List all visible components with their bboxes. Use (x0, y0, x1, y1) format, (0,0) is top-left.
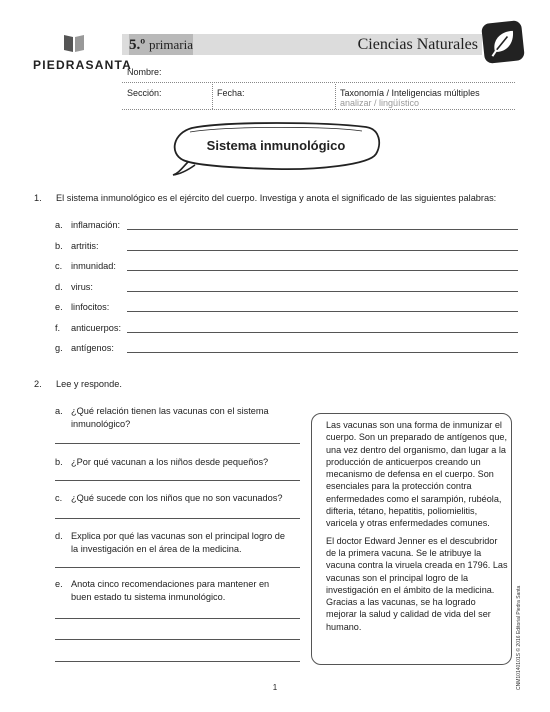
question-1-number: 1. (34, 193, 42, 203)
name-field-line[interactable] (122, 82, 515, 83)
q1-item-label: artritis: (71, 241, 99, 251)
leaf-icon (481, 20, 525, 64)
copyright-text: CNM10140101S © 2016 Editorial Piedra Santa (516, 585, 522, 690)
q1-item-letter: b. (55, 241, 63, 251)
q2-answer-line[interactable] (55, 518, 300, 519)
q2-item-text: ¿Qué sucede con los niños que no son vacunados? (71, 493, 283, 503)
q2-item-text: Explica por qué las vacunas son el principal logro de la investigación en el área de la medicina. (71, 531, 285, 554)
reading-paragraph: Las vacunas son una forma de inmunizar el cuerpo. Son un preparado de antígenos que, una vez dentro del organismo, dan lugar a la producción de anticuerpos creando un mecanismo de defensa en el cuerpo. Son esenciales para la protección contra enfermedades como el sarampión, rubéola, difteria, tétano, hepatitis, poliomielitis, varicela y otras enfermedades comunes. (326, 420, 508, 529)
q2-item-letter: d. (55, 531, 63, 541)
q2-answer-line[interactable] (55, 567, 300, 568)
q1-answer-line[interactable] (127, 270, 518, 271)
field-divider (212, 84, 213, 109)
question-2-number: 2. (34, 379, 42, 389)
q2-answer-line[interactable] (55, 443, 300, 444)
leaf-badge (481, 20, 525, 64)
q1-item-letter: d. (55, 282, 63, 292)
date-field-label: Fecha: (217, 88, 245, 98)
reading-text (326, 419, 508, 638)
q2-answer-line[interactable] (55, 661, 300, 662)
q1-item-label: virus: (71, 282, 93, 292)
q1-item-letter: e. (55, 302, 63, 312)
q2-item-letter: a. (55, 406, 63, 416)
page-title: Sistema inmunológico (206, 138, 346, 153)
name-field-label: Nombre: (127, 67, 162, 77)
q1-item-label: antígenos: (71, 343, 114, 353)
q1-answer-line[interactable] (127, 311, 518, 312)
q1-item-letter: f. (55, 323, 61, 333)
grade-word: primaria (148, 37, 193, 52)
q1-item-label: inmunidad: (71, 261, 116, 271)
q1-item-label: linfocitos: (71, 302, 110, 312)
q1-answer-line[interactable] (127, 229, 518, 230)
publisher-logo: PIEDRASANTA (33, 58, 132, 72)
subject-title: Ciencias Naturales (357, 36, 478, 53)
copyright-sidebar (516, 550, 528, 690)
q2-item-letter: e. (55, 579, 63, 589)
q1-answer-line[interactable] (127, 352, 518, 353)
question-2-text: Lee y responde. (56, 379, 122, 389)
q2-answer-line[interactable] (55, 618, 300, 619)
header-bottom-line (122, 109, 515, 110)
q2-item-letter: b. (55, 457, 63, 467)
q2-item-text: ¿Qué relación tienen las vacunas con el sistema inmunológico? (71, 406, 269, 429)
q1-item-label: anticuerpos: (71, 323, 122, 333)
q1-answer-line[interactable] (127, 332, 518, 333)
q2-item-letter: c. (55, 493, 63, 503)
q1-item-letter: a. (55, 220, 63, 230)
q2-answer-line[interactable] (55, 639, 300, 640)
taxonomy-label: Taxonomía / Inteligencias múltiples (340, 88, 480, 98)
section-field-label: Sección: (127, 88, 162, 98)
field-divider (335, 84, 336, 109)
q1-item-letter: c. (55, 261, 63, 271)
grade-number: 5.º (129, 37, 146, 53)
q2-item-text: Anota cinco recomendaciones para mantener en buen estado tu sistema inmunológico. (71, 579, 270, 602)
q1-answer-line[interactable] (127, 250, 518, 251)
book-logo-icon (62, 33, 86, 53)
q2-answer-line[interactable] (55, 480, 300, 481)
q2-item-text: ¿Por qué vacunan a los niños desde pequeños? (71, 457, 269, 467)
q1-answer-line[interactable] (127, 291, 518, 292)
question-1-text: El sistema inmunológico es el ejército del cuerpo. Investiga y anota el significado de las siguientes palabras: (56, 193, 497, 203)
q1-item-label: inflamación: (71, 220, 121, 230)
page-number: 1 (272, 683, 278, 692)
taxonomy-sub-label: analizar / lingüístico (340, 98, 420, 108)
grade-badge (129, 34, 193, 55)
q1-item-letter: g. (55, 343, 63, 353)
reading-paragraph: El doctor Edward Jenner es el descubridor de la primera vacuna. Se le atribuye la vacuna contra la viruela creada en 1796. Las vacunas son el principal logro de la investigación en el ámbito de la medicina. Gracias a las vacunas, se ha logrado mejorar la salud y calidad de vida del ser humano. (326, 535, 508, 632)
